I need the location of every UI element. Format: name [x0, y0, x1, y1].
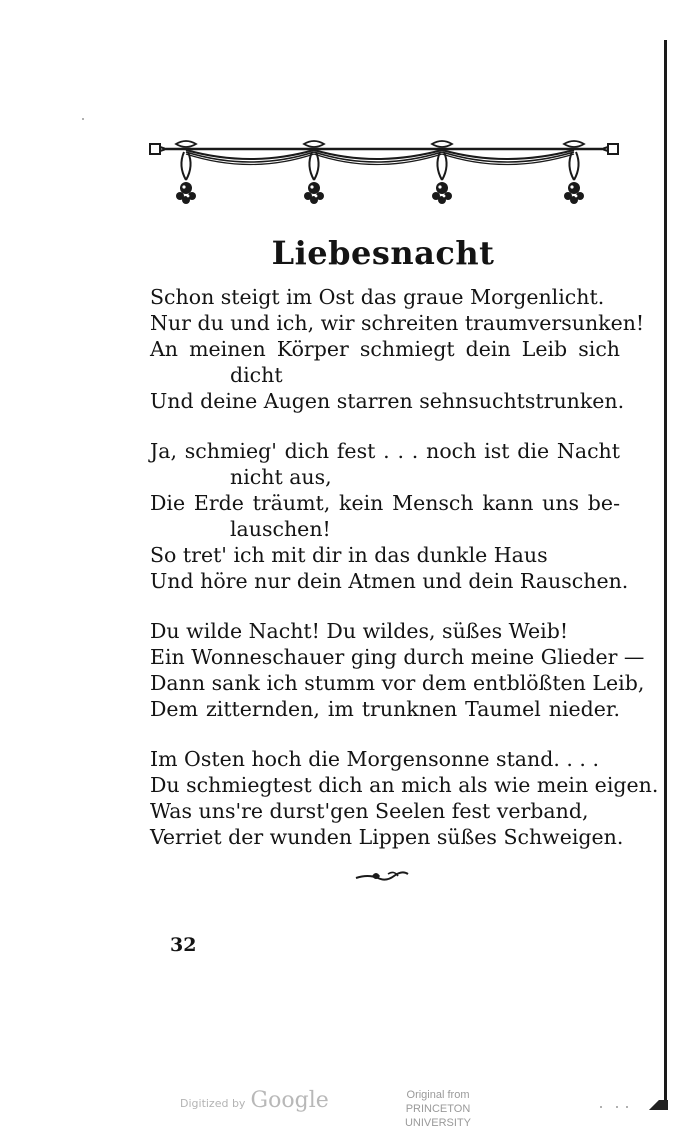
page-number: 32	[170, 934, 197, 956]
poem-line: Dann sank ich stumm vor dem entblößten Leib,	[150, 671, 645, 695]
poem-line-continuation: lauschen!	[230, 517, 331, 541]
poem-line: Du wilde Nacht! Du wildes, süßes Weib!	[150, 619, 569, 643]
poem-line: Was uns're durst'gen Seelen fest verband,	[150, 799, 589, 823]
poem-line-continuation: dicht	[230, 363, 283, 387]
stanza-1	[150, 284, 645, 414]
poem-line: Dem zitternden, im trunknen Taumel nieder.	[150, 697, 620, 721]
poem-line: So tret' ich mit dir in das dunkle Haus	[150, 543, 548, 567]
poem-line: Du schmiegtest dich an mich als wie mein eigen.	[150, 773, 659, 797]
paper-speck	[600, 1106, 602, 1108]
fleuron-ornament	[354, 866, 410, 886]
paper-speck	[82, 118, 84, 120]
paper-speck	[626, 1106, 628, 1108]
poem-body	[150, 284, 659, 850]
original-from-watermark	[378, 1088, 498, 1130]
poem-line: Nur du und ich, wir schreiten traumversunken!	[150, 311, 645, 335]
header-ornament	[146, 138, 622, 208]
stanza-2	[150, 438, 629, 594]
poem-line: Schon steigt im Ost das graue Morgenlicht.	[150, 285, 605, 309]
poem-line: An meinen Körper schmiegt dein Leib sich	[150, 337, 620, 361]
page-edge-line	[664, 40, 667, 1110]
institution-label: PRINCETON UNIVERSITY	[404, 1103, 471, 1129]
poem-title: Liebesnacht	[271, 234, 495, 272]
poem-line: Verriet der wunden Lippen süßes Schweigen.	[150, 825, 624, 849]
poem-line: Und deine Augen starren sehnsuchtstrunken.	[150, 389, 625, 413]
poem-line: Und höre nur dein Atmen und dein Rauschen.	[150, 569, 629, 593]
google-logo-text: Google	[250, 1088, 329, 1113]
page-edge-corner	[646, 1100, 668, 1110]
digitized-by-google-watermark	[180, 1088, 329, 1113]
digitized-prefix: Digitized by	[180, 1097, 246, 1110]
poem-line: Ja, schmieg' dich fest . . . noch ist die Nacht	[150, 439, 620, 463]
poem-line: Ein Wonneschauer ging durch meine Glieder —	[150, 645, 645, 669]
paper-speck	[616, 1106, 618, 1108]
poem-line-continuation: nicht aus,	[230, 465, 332, 489]
stanza-4	[150, 746, 659, 850]
poem-line: Im Osten hoch die Morgensonne stand. . . .	[150, 747, 599, 771]
original-from-label: Original from	[406, 1089, 470, 1101]
poem-line: Die Erde träumt, kein Mensch kann uns be-	[150, 491, 620, 515]
stanza-3	[150, 618, 645, 722]
